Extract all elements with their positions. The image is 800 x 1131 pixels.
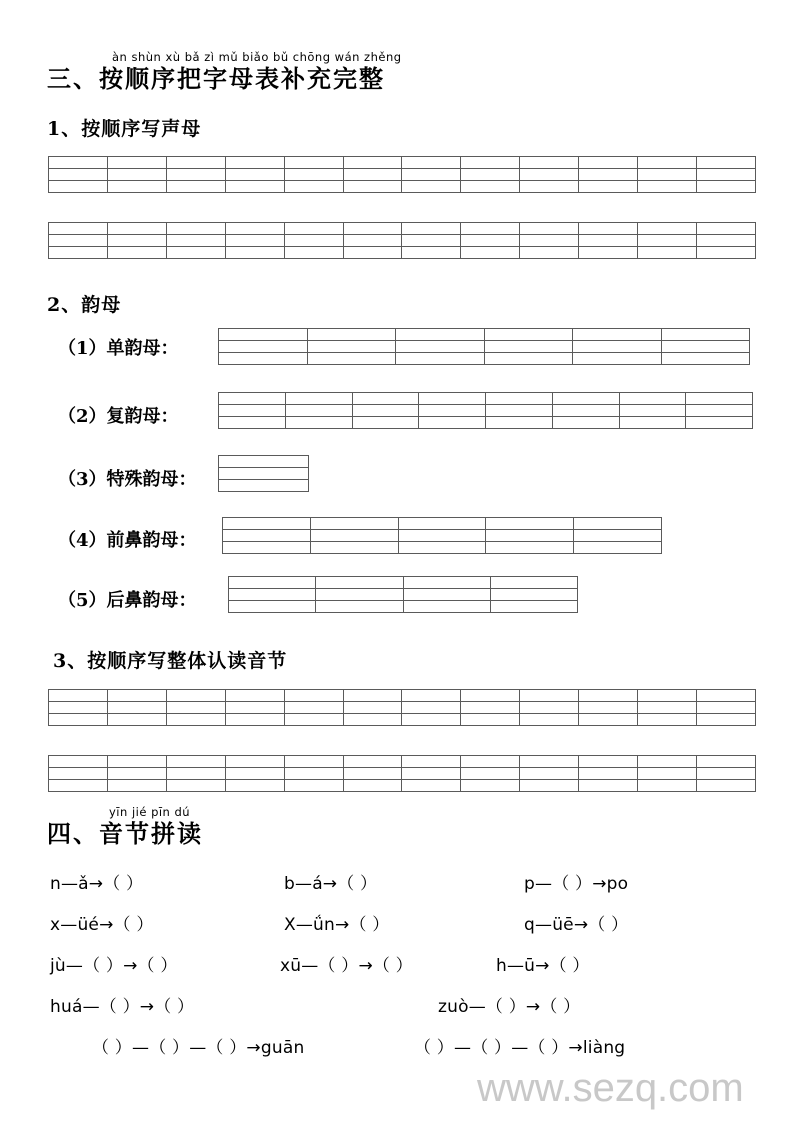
grid-cell[interactable] — [352, 417, 419, 429]
section-four-title: 四、音节拼读 — [47, 818, 203, 848]
grid-cell[interactable] — [579, 780, 638, 792]
grid-cell[interactable] — [638, 690, 697, 702]
grid-cell[interactable] — [402, 780, 461, 792]
grid-cell[interactable] — [284, 714, 343, 726]
grid-cell[interactable] — [107, 714, 166, 726]
grid-cell[interactable] — [107, 169, 166, 181]
grid-cell[interactable] — [579, 223, 638, 235]
grid-cell[interactable] — [166, 223, 225, 235]
grid-cell[interactable] — [219, 405, 286, 417]
exercise-2-3[interactable]: q—üē→（ ） — [524, 915, 629, 935]
grid-cell[interactable] — [461, 169, 520, 181]
grid-cell[interactable] — [638, 702, 697, 714]
item-2-4-label: （4）前鼻韵母： — [58, 530, 197, 551]
exercise-3-1[interactable]: jù—（ ）→（ ） — [50, 956, 178, 976]
table-row[interactable] — [49, 181, 756, 193]
grid-cell[interactable] — [461, 768, 520, 780]
grid-cell[interactable] — [696, 768, 755, 780]
grid-cell[interactable] — [461, 780, 520, 792]
grid-cell[interactable] — [284, 690, 343, 702]
exercise-2-1[interactable]: x—üé→（ ） — [50, 915, 154, 935]
grid-cell[interactable] — [219, 353, 308, 365]
grid-cell[interactable] — [696, 690, 755, 702]
grid-cell[interactable] — [402, 235, 461, 247]
danyunmu-grid[interactable] — [218, 328, 750, 365]
grid-cell[interactable] — [285, 405, 352, 417]
grid-cell[interactable] — [619, 405, 686, 417]
qianbiyunmu-grid[interactable] — [222, 517, 662, 554]
grid-cell[interactable] — [219, 468, 309, 480]
grid-cell[interactable] — [284, 235, 343, 247]
grid-cell[interactable] — [552, 405, 619, 417]
grid-cell[interactable] — [696, 702, 755, 714]
table-row[interactable] — [49, 702, 756, 714]
grid-cell[interactable] — [343, 169, 402, 181]
grid-cell[interactable] — [419, 393, 486, 405]
section-four-heading — [47, 807, 203, 847]
grid-cell[interactable] — [166, 756, 225, 768]
grid-cell[interactable] — [696, 780, 755, 792]
grid-cell[interactable] — [619, 393, 686, 405]
grid-cell[interactable] — [166, 247, 225, 259]
table-row[interactable] — [49, 169, 756, 181]
grid-cell[interactable] — [284, 768, 343, 780]
grid-cell[interactable] — [573, 329, 662, 341]
table-row[interactable] — [219, 456, 309, 468]
grid-cell[interactable] — [402, 247, 461, 259]
grid-cell[interactable] — [284, 780, 343, 792]
grid-cell[interactable] — [461, 714, 520, 726]
grid-cell[interactable] — [520, 223, 579, 235]
table-row[interactable] — [49, 690, 756, 702]
grid-cell[interactable] — [284, 181, 343, 193]
grid-cell[interactable] — [219, 480, 309, 492]
grid-cell[interactable] — [638, 247, 697, 259]
grid-cell[interactable] — [49, 181, 108, 193]
grid-cell[interactable] — [343, 690, 402, 702]
grid-cell[interactable] — [223, 542, 311, 554]
grid-cell[interactable] — [461, 223, 520, 235]
grid-cell[interactable] — [573, 353, 662, 365]
grid-cell[interactable] — [402, 157, 461, 169]
grid-cell[interactable] — [398, 542, 486, 554]
grid-cell[interactable] — [520, 690, 579, 702]
grid-cell[interactable] — [579, 714, 638, 726]
exercise-2-2[interactable]: X—ǘn→（ ） — [284, 915, 390, 935]
grid-cell[interactable] — [486, 518, 574, 530]
grid-cell[interactable] — [225, 690, 284, 702]
grid-cell[interactable] — [402, 223, 461, 235]
grid-cell[interactable] — [574, 542, 662, 554]
grid-cell[interactable] — [402, 181, 461, 193]
grid-cell[interactable] — [307, 353, 396, 365]
grid-cell[interactable] — [284, 702, 343, 714]
grid-cell[interactable] — [484, 329, 573, 341]
exercise-1-3[interactable]: p—（ ）→po — [524, 874, 629, 894]
site-watermark: www.sezq.com — [477, 1066, 744, 1110]
grid-cell[interactable] — [661, 353, 750, 365]
grid-cell[interactable] — [49, 247, 108, 259]
grid-cell[interactable] — [49, 756, 108, 768]
zhengti-grid-row2[interactable] — [48, 755, 756, 792]
grid-cell[interactable] — [638, 780, 697, 792]
grid-cell[interactable] — [343, 181, 402, 193]
zhengti-grid-row1[interactable] — [48, 689, 756, 726]
grid-cell[interactable] — [579, 756, 638, 768]
grid-cell[interactable] — [316, 589, 403, 601]
grid-cell[interactable] — [343, 756, 402, 768]
grid-cell[interactable] — [285, 417, 352, 429]
grid-cell[interactable] — [398, 530, 486, 542]
grid-cell[interactable] — [229, 577, 316, 589]
table-row[interactable] — [229, 589, 578, 601]
grid-cell[interactable] — [686, 417, 753, 429]
grid-cell[interactable] — [166, 768, 225, 780]
item-2-5-label: （5）后鼻韵母： — [58, 590, 197, 611]
teshuyunmu-grid[interactable] — [218, 455, 309, 492]
grid-cell[interactable] — [638, 768, 697, 780]
grid-cell[interactable] — [579, 181, 638, 193]
grid-cell[interactable] — [579, 690, 638, 702]
section-three-heading — [47, 52, 402, 92]
grid-cell[interactable] — [490, 601, 577, 613]
grid-cell[interactable] — [352, 405, 419, 417]
exercise-5-2[interactable]: （ ）—（ ）—（ ）→liàng — [414, 1038, 626, 1058]
grid-cell[interactable] — [343, 714, 402, 726]
grid-cell[interactable] — [461, 157, 520, 169]
grid-cell[interactable] — [107, 223, 166, 235]
grid-cell[interactable] — [579, 235, 638, 247]
grid-cell[interactable] — [316, 577, 403, 589]
grid-cell[interactable] — [520, 247, 579, 259]
grid-cell[interactable] — [696, 247, 755, 259]
fuyunmu-grid[interactable] — [218, 392, 753, 429]
table-row[interactable] — [49, 157, 756, 169]
grid-cell[interactable] — [638, 756, 697, 768]
shengmu-grid-row2[interactable] — [48, 222, 756, 259]
grid-cell[interactable] — [520, 235, 579, 247]
section-four-pinyin: yīn jié pīn dú — [109, 805, 191, 819]
grid-cell[interactable] — [696, 169, 755, 181]
grid-cell[interactable] — [343, 223, 402, 235]
grid-cell[interactable] — [520, 157, 579, 169]
table-row[interactable] — [49, 714, 756, 726]
grid-cell[interactable] — [225, 247, 284, 259]
grid-cell[interactable] — [219, 393, 286, 405]
grid-cell[interactable] — [579, 157, 638, 169]
grid-cell[interactable] — [219, 341, 308, 353]
table-row[interactable] — [223, 518, 662, 530]
table-row[interactable] — [219, 468, 309, 480]
table-row[interactable] — [49, 223, 756, 235]
grid-cell[interactable] — [166, 702, 225, 714]
table-row[interactable] — [223, 530, 662, 542]
grid-cell[interactable] — [223, 518, 311, 530]
grid-cell[interactable] — [284, 157, 343, 169]
exercise-3-3[interactable]: h—ū→（ ） — [496, 956, 590, 976]
grid-cell[interactable] — [573, 341, 662, 353]
grid-cell[interactable] — [398, 518, 486, 530]
grid-cell[interactable] — [520, 780, 579, 792]
grid-cell[interactable] — [307, 341, 396, 353]
grid-cell[interactable] — [107, 690, 166, 702]
grid-cell[interactable] — [579, 702, 638, 714]
grid-cell[interactable] — [343, 780, 402, 792]
grid-cell[interactable] — [520, 702, 579, 714]
table-row[interactable] — [229, 577, 578, 589]
grid-cell[interactable] — [402, 756, 461, 768]
item-2-3-label: （3）特殊韵母： — [58, 469, 197, 490]
table-row[interactable] — [219, 341, 750, 353]
grid-cell[interactable] — [696, 181, 755, 193]
grid-cell[interactable] — [343, 247, 402, 259]
grid-cell[interactable] — [107, 768, 166, 780]
grid-cell[interactable] — [352, 393, 419, 405]
grid-cell[interactable] — [520, 181, 579, 193]
grid-cell[interactable] — [696, 756, 755, 768]
grid-cell[interactable] — [219, 417, 286, 429]
grid-cell[interactable] — [107, 181, 166, 193]
grid-cell[interactable] — [229, 589, 316, 601]
grid-cell[interactable] — [284, 247, 343, 259]
grid-cell[interactable] — [225, 702, 284, 714]
grid-cell[interactable] — [225, 181, 284, 193]
grid-cell[interactable] — [225, 768, 284, 780]
grid-cell[interactable] — [284, 756, 343, 768]
grid-cell[interactable] — [402, 690, 461, 702]
shengmu-grid-row1[interactable] — [48, 156, 756, 193]
grid-cell[interactable] — [166, 235, 225, 247]
grid-cell[interactable] — [49, 223, 108, 235]
grid-cell[interactable] — [225, 780, 284, 792]
grid-cell[interactable] — [484, 341, 573, 353]
grid-cell[interactable] — [225, 223, 284, 235]
grid-cell[interactable] — [343, 235, 402, 247]
grid-cell[interactable] — [486, 393, 553, 405]
grid-cell[interactable] — [461, 702, 520, 714]
grid-cell[interactable] — [520, 756, 579, 768]
table-row[interactable] — [219, 405, 753, 417]
grid-cell[interactable] — [49, 702, 108, 714]
table-row[interactable] — [219, 393, 753, 405]
grid-cell[interactable] — [402, 702, 461, 714]
grid-cell[interactable] — [520, 714, 579, 726]
grid-cell[interactable] — [166, 690, 225, 702]
grid-cell[interactable] — [461, 247, 520, 259]
grid-cell[interactable] — [107, 157, 166, 169]
grid-cell[interactable] — [461, 756, 520, 768]
grid-cell[interactable] — [107, 247, 166, 259]
grid-cell[interactable] — [486, 530, 574, 542]
grid-cell[interactable] — [638, 714, 697, 726]
exercise-1-1[interactable]: n—ǎ→（ ） — [50, 874, 144, 894]
grid-cell[interactable] — [579, 768, 638, 780]
grid-cell[interactable] — [403, 589, 490, 601]
grid-cell[interactable] — [638, 169, 697, 181]
item-1-label: 1、按顺序写声母 — [47, 118, 202, 140]
grid-cell[interactable] — [419, 417, 486, 429]
exercise-4-2[interactable]: zuò—（ ）→（ ） — [438, 997, 581, 1017]
table-row[interactable] — [49, 780, 756, 792]
grid-cell[interactable] — [284, 169, 343, 181]
grid-cell[interactable] — [316, 601, 403, 613]
grid-cell[interactable] — [225, 169, 284, 181]
grid-cell[interactable] — [49, 780, 108, 792]
grid-cell[interactable] — [552, 417, 619, 429]
grid-cell[interactable] — [166, 181, 225, 193]
grid-cell[interactable] — [638, 157, 697, 169]
grid-cell[interactable] — [520, 169, 579, 181]
grid-cell[interactable] — [403, 601, 490, 613]
grid-cell[interactable] — [574, 518, 662, 530]
grid-cell[interactable] — [225, 756, 284, 768]
table-row[interactable] — [49, 756, 756, 768]
grid-cell[interactable] — [107, 702, 166, 714]
grid-cell[interactable] — [552, 393, 619, 405]
grid-cell[interactable] — [574, 530, 662, 542]
grid-cell[interactable] — [686, 393, 753, 405]
grid-cell[interactable] — [403, 577, 490, 589]
table-row[interactable] — [49, 247, 756, 259]
item-2-2-label: （2）复韵母： — [58, 406, 179, 427]
grid-cell[interactable] — [166, 169, 225, 181]
grid-cell[interactable] — [49, 690, 108, 702]
grid-cell[interactable] — [284, 223, 343, 235]
grid-cell[interactable] — [520, 768, 579, 780]
grid-cell[interactable] — [638, 181, 697, 193]
grid-cell[interactable] — [696, 223, 755, 235]
table-row[interactable] — [219, 417, 753, 429]
table-row[interactable] — [229, 601, 578, 613]
grid-cell[interactable] — [638, 223, 697, 235]
grid-cell[interactable] — [49, 235, 108, 247]
item-2-label: 2、韵母 — [47, 294, 122, 316]
table-row[interactable] — [219, 353, 750, 365]
grid-cell[interactable] — [310, 518, 398, 530]
grid-cell[interactable] — [307, 329, 396, 341]
grid-cell[interactable] — [225, 714, 284, 726]
grid-cell[interactable] — [166, 780, 225, 792]
grid-cell[interactable] — [219, 329, 308, 341]
exercise-4-1[interactable]: huá—（ ）→（ ） — [50, 997, 195, 1017]
grid-cell[interactable] — [396, 329, 485, 341]
exercise-3-2[interactable]: xū—（ ）→（ ） — [280, 956, 413, 976]
grid-cell[interactable] — [461, 690, 520, 702]
grid-cell[interactable] — [461, 181, 520, 193]
table-row[interactable] — [219, 480, 309, 492]
grid-cell[interactable] — [49, 157, 108, 169]
grid-cell[interactable] — [310, 542, 398, 554]
grid-cell[interactable] — [696, 157, 755, 169]
grid-cell[interactable] — [579, 247, 638, 259]
grid-cell[interactable] — [225, 157, 284, 169]
grid-cell[interactable] — [107, 756, 166, 768]
grid-cell[interactable] — [686, 405, 753, 417]
exercise-1-2[interactable]: b—á→（ ） — [284, 874, 378, 894]
grid-cell[interactable] — [219, 456, 309, 468]
item-3-label: 3、按顺序写整体认读音节 — [53, 650, 288, 672]
grid-cell[interactable] — [696, 235, 755, 247]
grid-cell[interactable] — [402, 169, 461, 181]
grid-cell[interactable] — [49, 169, 108, 181]
grid-cell[interactable] — [486, 417, 553, 429]
grid-cell[interactable] — [396, 353, 485, 365]
grid-cell[interactable] — [223, 530, 311, 542]
grid-cell[interactable] — [166, 157, 225, 169]
grid-cell[interactable] — [486, 542, 574, 554]
grid-cell[interactable] — [166, 714, 225, 726]
section-three-pinyin: àn shùn xù bǎ zì mǔ biǎo bǔ chōng wán zhěng — [112, 50, 402, 64]
grid-cell[interactable] — [490, 577, 577, 589]
grid-cell[interactable] — [486, 405, 553, 417]
grid-cell[interactable] — [402, 768, 461, 780]
table-row[interactable] — [49, 235, 756, 247]
item-2-1-label: （1）单韵母： — [58, 338, 179, 359]
grid-cell[interactable] — [229, 601, 316, 613]
grid-cell[interactable] — [419, 405, 486, 417]
grid-cell[interactable] — [579, 169, 638, 181]
grid-cell[interactable] — [225, 235, 284, 247]
grid-cell[interactable] — [396, 341, 485, 353]
grid-cell[interactable] — [402, 714, 461, 726]
grid-cell[interactable] — [343, 702, 402, 714]
grid-cell[interactable] — [490, 589, 577, 601]
grid-cell[interactable] — [107, 780, 166, 792]
grid-cell[interactable] — [343, 768, 402, 780]
grid-cell[interactable] — [638, 235, 697, 247]
table-row[interactable] — [223, 542, 662, 554]
grid-cell[interactable] — [310, 530, 398, 542]
grid-cell[interactable] — [285, 393, 352, 405]
table-row[interactable] — [49, 768, 756, 780]
grid-cell[interactable] — [696, 714, 755, 726]
grid-cell[interactable] — [619, 417, 686, 429]
table-row[interactable] — [219, 329, 750, 341]
grid-cell[interactable] — [49, 768, 108, 780]
exercise-5-1[interactable]: （ ）—（ ）—（ ）→guān — [92, 1038, 305, 1058]
grid-cell[interactable] — [343, 157, 402, 169]
grid-cell[interactable] — [661, 341, 750, 353]
houbiyunmu-grid[interactable] — [228, 576, 578, 613]
grid-cell[interactable] — [49, 714, 108, 726]
grid-cell[interactable] — [461, 235, 520, 247]
grid-cell[interactable] — [107, 235, 166, 247]
grid-cell[interactable] — [484, 353, 573, 365]
section-three-title: 三、按顺序把字母表补充完整 — [47, 63, 385, 93]
grid-cell[interactable] — [661, 329, 750, 341]
